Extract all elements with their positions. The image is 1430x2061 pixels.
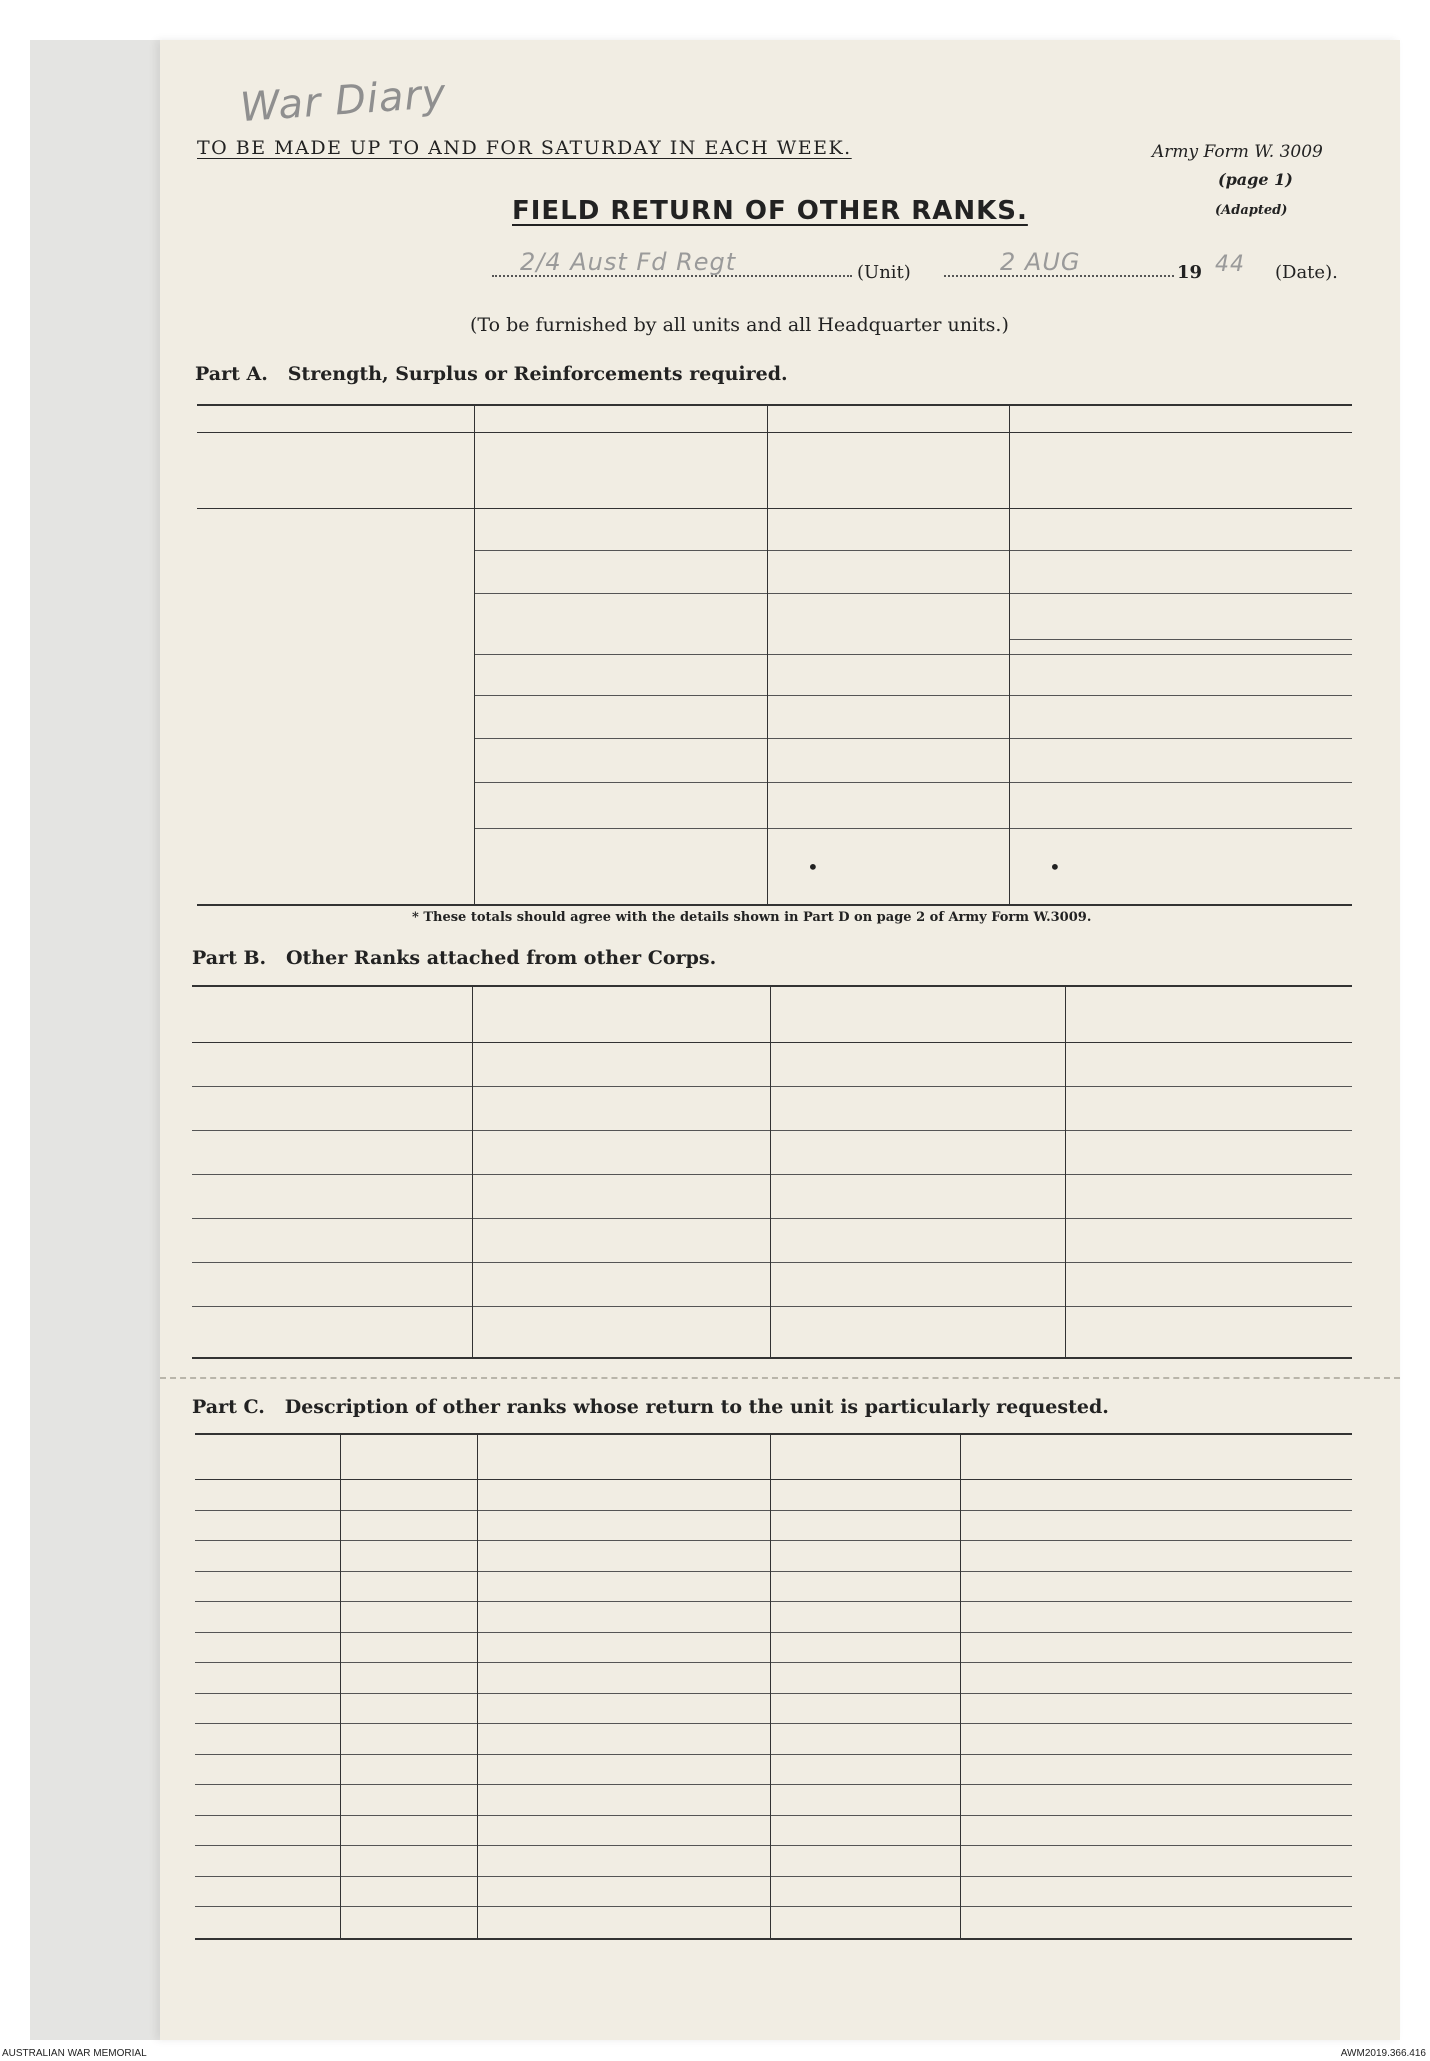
rule-top <box>197 404 1352 406</box>
col-rule <box>960 1433 961 1938</box>
col-rule <box>770 985 771 1357</box>
underlying-sheet <box>30 40 165 2040</box>
row-rule <box>192 1174 1352 1175</box>
row-rule <box>474 828 1352 829</box>
row-rule <box>474 782 1352 783</box>
date-value: 2 AUG <box>1000 248 1081 276</box>
row-rule <box>195 1693 1352 1694</box>
form-title: FIELD RETURN OF OTHER RANKS. <box>512 196 1028 226</box>
row-rule <box>192 1086 1352 1087</box>
instruction-text: TO BE MADE UP TO AND FOR SATURDAY IN EACH WEEK. <box>197 137 852 159</box>
perforation-line <box>160 1377 1400 1379</box>
col-rule <box>767 404 768 904</box>
row-rule <box>1009 639 1352 640</box>
bullet-mark: • <box>1049 855 1061 879</box>
row-rule <box>195 1754 1352 1755</box>
row-rule <box>192 1130 1352 1131</box>
rule-top <box>195 1433 1352 1435</box>
form-page: (page 1) <box>1218 170 1293 189</box>
row-rule <box>195 1845 1352 1846</box>
row-rule <box>195 1540 1352 1541</box>
col-rule <box>1065 985 1066 1357</box>
row-rule <box>195 1723 1352 1724</box>
year-prefix: 19 <box>1177 262 1203 283</box>
col-rule <box>340 1433 341 1938</box>
form-adapted: (Adapted) <box>1215 203 1288 218</box>
row-rule <box>195 1601 1352 1602</box>
unit-label: (Unit) <box>857 262 911 283</box>
rule-header <box>195 1479 1352 1480</box>
row-rule <box>195 1662 1352 1663</box>
col-rule <box>472 985 473 1357</box>
col-rule <box>770 1433 771 1938</box>
rule-header <box>197 508 1352 509</box>
col-rule <box>477 1433 478 1938</box>
unit-value: 2/4 Aust Fd Regt <box>520 248 737 276</box>
row-rule <box>195 1510 1352 1511</box>
row-rule <box>474 593 1352 594</box>
rule-bottom <box>197 904 1352 906</box>
rule-header <box>192 1042 1352 1043</box>
archive-id: AWM2019.366.416 <box>1340 2048 1426 2059</box>
row-rule <box>195 1632 1352 1633</box>
furnish-note: (To be furnished by all units and all Headquarter units.) <box>470 314 1009 336</box>
handwritten-note: War Diary <box>238 70 448 132</box>
part-c-table <box>195 1433 1352 1939</box>
row-rule <box>192 1218 1352 1219</box>
col-rule <box>474 404 475 904</box>
row-rule <box>195 1876 1352 1877</box>
row-rule <box>195 1906 1352 1907</box>
bullet-mark: • <box>807 855 819 879</box>
row-rule <box>192 1306 1352 1307</box>
date-label: (Date). <box>1275 262 1338 283</box>
row-rule <box>474 654 1352 655</box>
row-rule <box>474 550 1352 551</box>
form-reference: Army Form W. 3009 <box>1152 142 1323 162</box>
row-rule <box>195 1815 1352 1816</box>
rule-numrow <box>197 432 1352 433</box>
part-c-title: Part C. Description of other ranks whose return to the unit is particularly requested. <box>192 1396 1109 1418</box>
row-rule <box>474 738 1352 739</box>
part-b-table <box>192 985 1352 1365</box>
col-rule <box>1009 404 1010 904</box>
part-a-footnote: * These totals should agree with the details shown in Part D on page 2 of Army Form W.3009. <box>412 910 1092 925</box>
row-rule <box>195 1784 1352 1785</box>
archive-name: AUSTRALIAN WAR MEMORIAL <box>2 2048 147 2059</box>
part-a-title: Part A. Strength, Surplus or Reinforcements required. <box>195 363 788 385</box>
rule-bottom <box>195 1938 1352 1940</box>
part-a-table <box>197 404 1352 904</box>
archive-caption <box>0 2047 1430 2061</box>
year-value: 44 <box>1215 252 1245 277</box>
rule-bottom <box>192 1357 1352 1359</box>
row-rule <box>195 1571 1352 1572</box>
part-b-title: Part B. Other Ranks attached from other Corps. <box>192 947 717 969</box>
row-rule <box>474 695 1352 696</box>
rule-top <box>192 985 1352 987</box>
row-rule <box>192 1262 1352 1263</box>
